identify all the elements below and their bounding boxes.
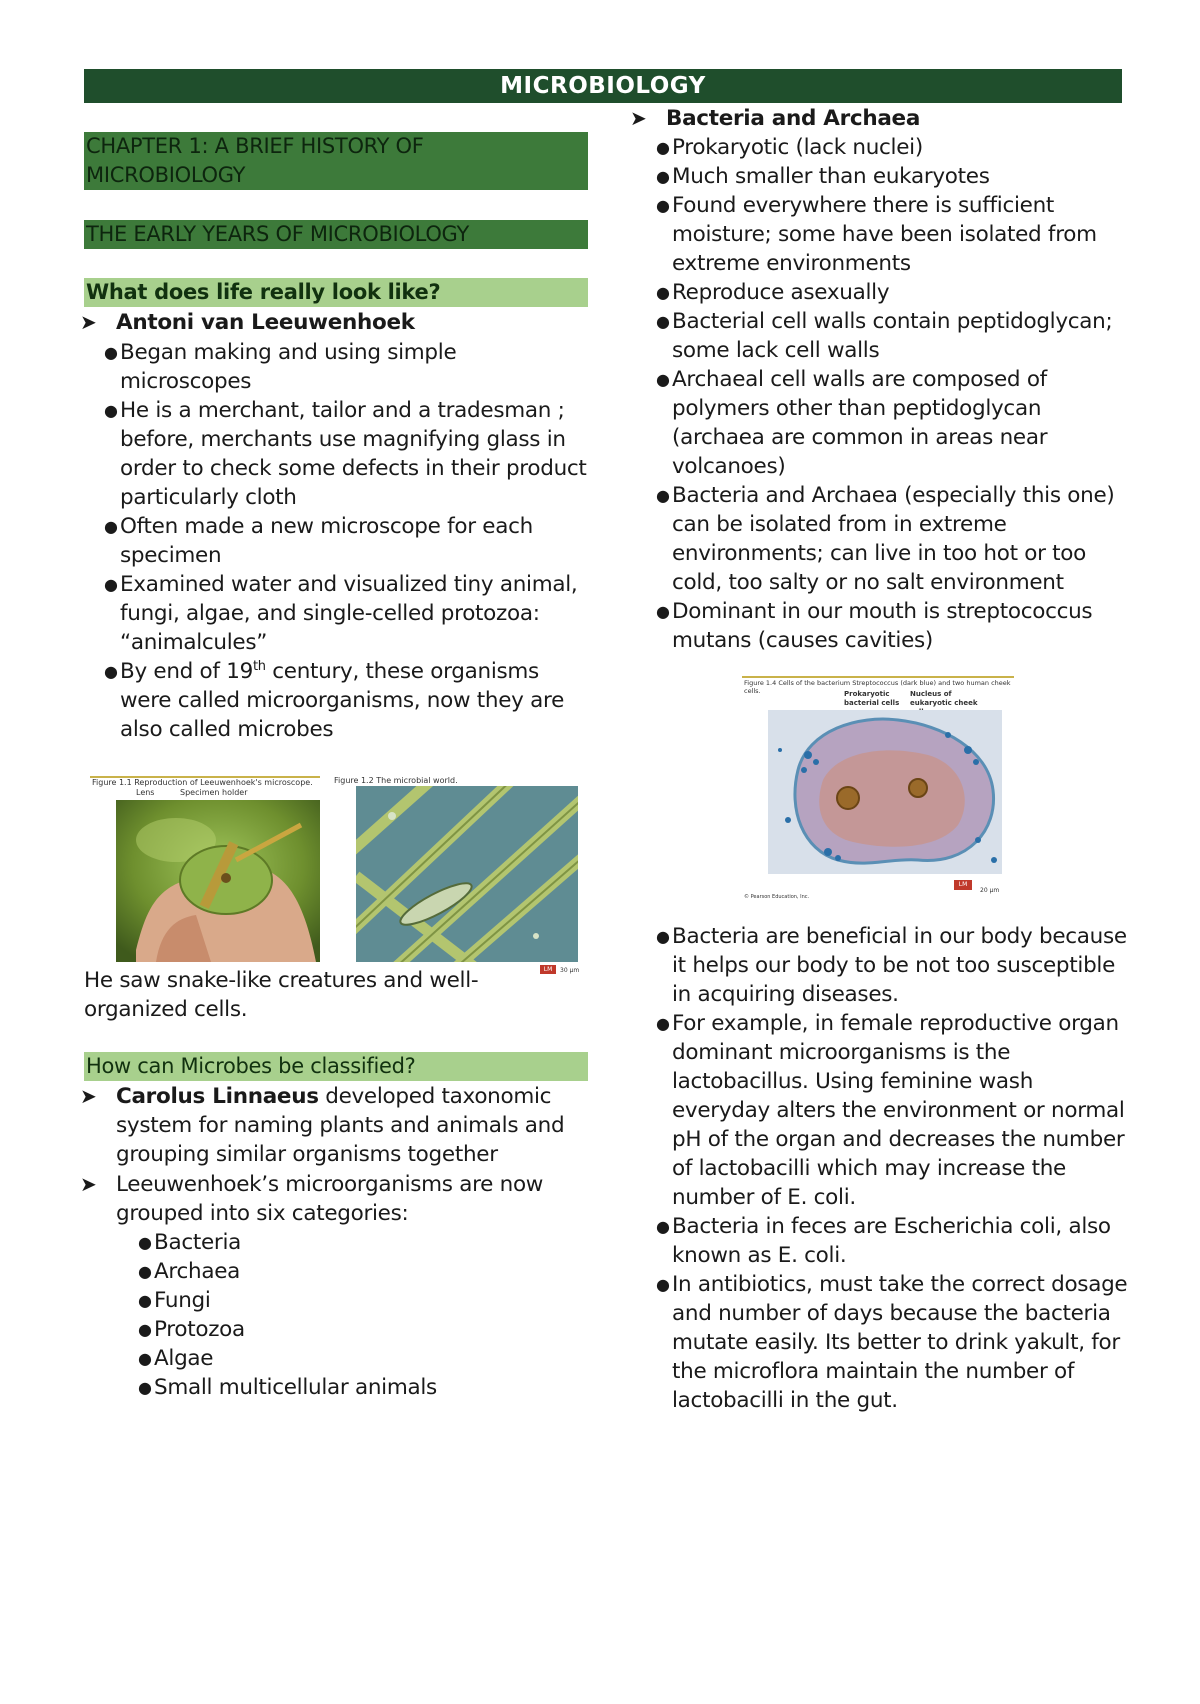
arrow-bullet-icon: ➤ — [630, 106, 647, 130]
bullet-icon: ● — [656, 283, 670, 302]
figure-1-label-lens: Lens — [136, 788, 155, 797]
bullet-icon: ● — [104, 575, 118, 594]
question-heading-2 — [84, 1052, 588, 1081]
list-item-text: Reproduce asexually — [672, 280, 890, 305]
section-heading-text: THE EARLY YEARS OF MICROBIOLOGY — [86, 222, 470, 246]
page-title: MICROBIOLOGY — [84, 69, 1122, 103]
figure-3-scale: 20 µm — [980, 887, 1000, 894]
bacteria-archaea-bullets — [654, 133, 1128, 655]
century-pre: By end of 19 — [120, 659, 253, 684]
figure-1-caption: Figure 1.1 Reproduction of Leeuwenhoek's microscope. — [92, 778, 313, 787]
list-item — [136, 1257, 576, 1286]
list-item — [654, 481, 1128, 597]
list-item — [102, 657, 588, 744]
bullet-icon: ● — [656, 1217, 670, 1236]
century-sup: th — [252, 658, 266, 674]
figure-3-lm-text: LM — [958, 881, 968, 888]
list-item — [654, 133, 1128, 162]
bullet-icon: ● — [656, 370, 670, 389]
arrow-bullet-icon: ➤ — [80, 310, 97, 334]
list-item — [654, 1009, 1128, 1212]
bullet-icon: ● — [138, 1320, 152, 1339]
linnaeus-name: Carolus Linnaeus — [116, 1084, 319, 1109]
chapter-heading — [84, 132, 588, 190]
figure-2-caption: Figure 1.2 The microbial world. — [334, 776, 458, 785]
grouped-text: Leeuwenhoek’s microorganisms are now grouped into six categories: — [116, 1172, 544, 1226]
question-heading-1 — [84, 278, 588, 307]
bullet-icon: ● — [104, 343, 118, 362]
list-item-text: Archaea — [154, 1259, 240, 1284]
bullet-icon: ● — [656, 486, 670, 505]
list-item-text: Dominant in our mouth is streptococcus mutans (causes cavities) — [672, 599, 1093, 653]
linnaeus-item — [80, 1082, 588, 1169]
bullet-icon: ● — [104, 517, 118, 536]
question-heading-2-text: How can Microbes be classified? — [86, 1054, 416, 1078]
bullet-icon: ● — [656, 927, 670, 946]
list-item-text: Found everywhere there is sufficient moisture; some have been isolated from extreme environments — [672, 193, 1097, 276]
list-item-text: Protozoa — [154, 1317, 245, 1342]
list-item — [136, 1286, 576, 1315]
list-item-text: Bacteria are beneficial in our body because it helps our body to be not too susceptible in acquiring diseases. — [672, 924, 1127, 1007]
linnaeus-rest: developed taxonomic system for naming plants and animals and grouping similar organisms together — [116, 1084, 565, 1167]
list-item-text: Bacterial cell walls contain peptidoglycan; some lack cell walls — [672, 309, 1113, 363]
microbial-illustration — [356, 786, 578, 962]
figure-2-lm-text: LM — [543, 966, 553, 973]
list-item-text: Much smaller than eukaryotes — [672, 164, 990, 189]
list-item-text: He is a merchant, tailor and a tradesman ; before, merchants use magnifying glass in order to check some defects in their product particularly cloth — [120, 398, 587, 510]
list-item-text: For example, in female reproductive organ dominant microorganisms is the lactobacillus. Using feminine wash everyday alters the environment or normal pH of the organ and decreases the number of lactobacilli which may increase the number of E. coli. — [672, 1011, 1125, 1210]
bullet-icon: ● — [138, 1233, 152, 1252]
list-item — [654, 191, 1128, 278]
list-item — [654, 1212, 1128, 1270]
figure-3-rule — [742, 676, 1014, 678]
microbial-world-photo — [356, 786, 578, 962]
list-item — [136, 1344, 576, 1373]
list-item-text: Small multicellular animals — [154, 1375, 437, 1400]
leeuwenhoek-heading — [80, 308, 590, 337]
bullet-icon: ● — [656, 602, 670, 621]
bacteria-archaea-title: Bacteria and Archaea — [666, 106, 921, 131]
bacteria-archaea-heading — [630, 104, 1130, 133]
bullet-icon: ● — [104, 401, 118, 420]
list-item-text: Often made a new microscope for each specimen — [120, 514, 533, 568]
figure-3-label-prokaryotic: Prokaryotic bacterial cells — [844, 690, 900, 707]
list-item-text: Algae — [154, 1346, 214, 1371]
arrow-bullet-icon: ➤ — [80, 1172, 97, 1196]
leeuwenhoek-title: Antoni van Leeuwenhoek — [116, 310, 415, 335]
chapter-heading-text: CHAPTER 1: A BRIEF HISTORY OF MICROBIOLOGY — [86, 134, 424, 187]
microscope-illustration — [116, 800, 320, 962]
question-heading-1-text: What does life really look like? — [86, 280, 441, 304]
figure-3-credit: © Pearson Education, Inc. — [744, 894, 810, 900]
list-item — [654, 278, 1128, 307]
bullet-icon: ● — [656, 196, 670, 215]
bullet-icon: ● — [138, 1291, 152, 1310]
figure-2-scale: 30 µm — [560, 967, 580, 974]
list-item — [102, 396, 588, 512]
list-item — [654, 922, 1128, 1009]
section-heading — [84, 220, 588, 249]
microscope-photo — [116, 800, 320, 962]
list-item-text: In antibiotics, must take the correct dosage and number of days because the bacteria mutate easily. Its better to drink yakult, for the microflora maintain the number of lactobacilli in the gut. — [672, 1272, 1128, 1413]
bacteria-benefit-bullets — [654, 922, 1128, 1415]
list-item — [102, 512, 588, 570]
bullet-icon: ● — [104, 662, 118, 681]
list-item-text: Bacteria — [154, 1230, 241, 1255]
bullet-icon: ● — [656, 167, 670, 186]
figure-2-lm-badge — [540, 965, 556, 974]
list-item-text: Archaeal cell walls are composed of polymers other than peptidoglycan (archaea are common in areas near volcanoes) — [672, 367, 1048, 479]
bullet-icon: ● — [138, 1262, 152, 1281]
list-item — [654, 307, 1128, 365]
saw-paragraph: He saw snake-like creatures and well-organized cells. — [84, 968, 479, 1022]
categories-list — [136, 1228, 576, 1402]
figure-3-label-nucleus: Nucleus of eukaryotic cheek — [910, 690, 978, 707]
list-item — [136, 1315, 576, 1344]
leeuwenhoek-bullet-list — [102, 338, 588, 744]
list-item — [102, 570, 588, 657]
list-item — [102, 338, 588, 396]
list-item-text: Bacteria in feces are Escherichia coli, also known as E. coli. — [672, 1214, 1111, 1268]
list-item-text: Prokaryotic (lack nuclei) — [672, 135, 923, 160]
arrow-bullet-icon: ➤ — [80, 1084, 97, 1108]
bullet-icon: ● — [138, 1378, 152, 1397]
list-item — [136, 1373, 576, 1402]
list-item — [654, 365, 1128, 481]
century-post: century, these organisms were called microorganisms, now they are also called microbes — [120, 659, 565, 742]
list-item — [654, 1270, 1128, 1415]
bullet-icon: ● — [656, 1275, 670, 1294]
figure-1-label-holder: Specimen holder — [180, 788, 248, 797]
cheek-cell-photo — [768, 710, 1002, 874]
linnaeus-text — [116, 1082, 588, 1169]
list-item-text: Bacteria and Archaea (especially this one) can be isolated from in extreme environments; can live in too hot or too cold, too salty or no salt environment — [672, 483, 1115, 595]
bullet-icon: ● — [656, 138, 670, 157]
grouped-item — [80, 1170, 588, 1228]
figure-3-caption: Figure 1.4 Cells of the bacterium Streptococcus (dark blue) and two human cheek cells. — [744, 679, 1011, 695]
list-item — [136, 1228, 576, 1257]
list-item — [654, 162, 1128, 191]
bullet-icon: ● — [138, 1349, 152, 1368]
bullet-icon: ● — [656, 1014, 670, 1033]
list-item-text: Fungi — [154, 1288, 211, 1313]
list-item-text: Began making and using simple microscopes — [120, 340, 457, 394]
cheek-cell-illustration — [768, 710, 1002, 874]
list-item-text: Examined water and visualized tiny animal, fungi, algae, and single-celled protozoa: “animalcules” — [120, 572, 578, 655]
bullet-icon: ● — [656, 312, 670, 331]
figure-3-lm-badge — [954, 880, 972, 890]
list-item — [654, 597, 1128, 655]
